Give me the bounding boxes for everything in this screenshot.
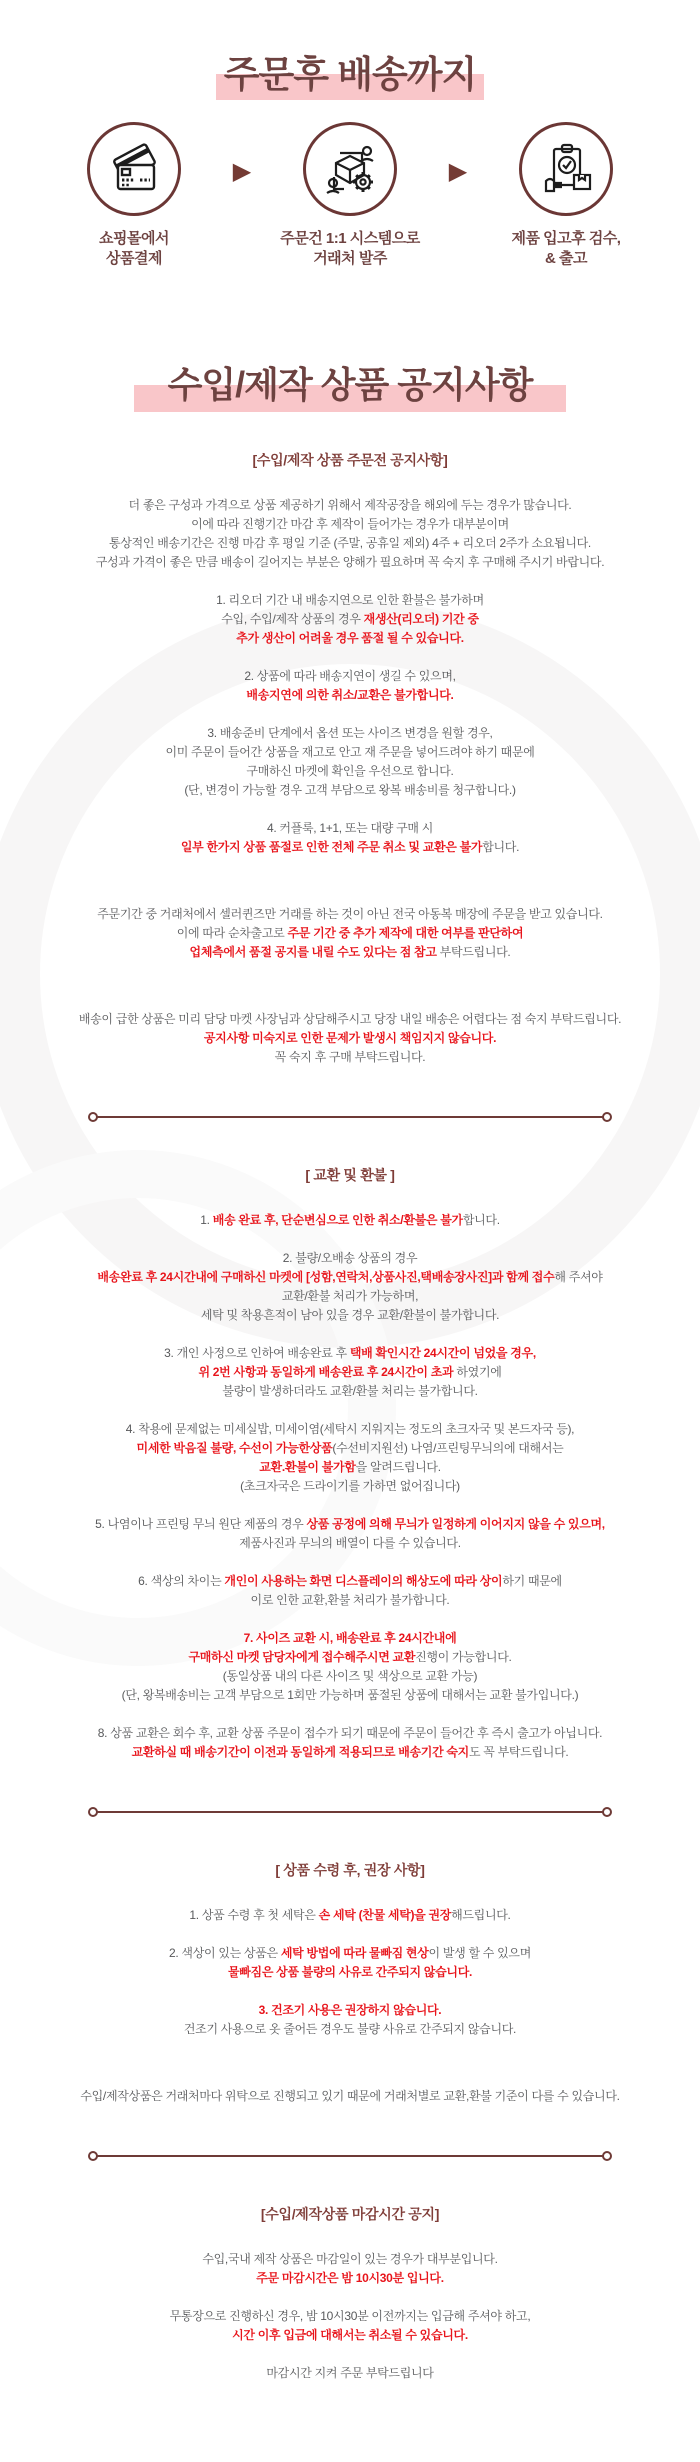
- notice-paragraph: [10, 591, 690, 648]
- notice-line: 업체측에서 품절 공지를 내릴 수도 있다는 점 참고 부탁드립니다.: [189, 945, 511, 959]
- step-inspection-label: 제품 입고후 검수, & 출고: [511, 230, 621, 267]
- notice-line: 8. 상품 교환은 회수 후, 교환 상품 주문이 접수가 되기 때문에 주문이 들어간 후 즉시 출고가 아닙니다.: [97, 1726, 603, 1740]
- notice-line: 3. 개인 사정으로 인하여 배송완료 후 택배 확인시간 24시간이 넘었을 경우,: [164, 1346, 536, 1360]
- section-divider: [88, 2150, 612, 2162]
- notice-line: 위 2번 사항과 동일하게 배송완료 후 24시간이 초과 하였기에: [198, 1365, 502, 1379]
- notice-line: 주문기간 중 거래처에서 셀러퀸즈만 거래를 하는 것이 아닌 전국 아동복 매장에 주문을 받고 있습니다.: [97, 907, 603, 921]
- notice-title: [0, 269, 700, 408]
- notice-line: 공지사항 미숙지로 인한 문제가 발생시 책임지지 않습니다.: [203, 1031, 497, 1045]
- notice-paragraph: [10, 1572, 690, 1610]
- notice-line: 추가 생산이 어려울 경우 품절 될 수 있습니다.: [236, 631, 464, 645]
- arrow-right-icon: ▶: [448, 158, 468, 185]
- page-title: [0, 0, 700, 98]
- notice-line: 구매하신 마켓에 확인을 우선으로 합니다.: [246, 764, 454, 778]
- notice-line: 이미 주문이 들어간 상품을 재고로 안고 재 주문을 넣어드려야 하기 때문에: [165, 745, 535, 759]
- notice-section: [0, 1860, 700, 2106]
- notice-paragraph: [10, 1211, 690, 1230]
- notice-line: 물빠짐은 상품 불량의 사유로 간주되지 않습니다.: [227, 1965, 473, 1979]
- notice-line: 수입,국내 제작 상품은 마감일이 있는 경우가 대부분입니다.: [202, 2252, 498, 2266]
- notice-paragraph: [10, 819, 690, 857]
- notice-paragraph: [10, 905, 690, 962]
- notice-line: 통상적인 배송기간은 진행 마감 후 평일 기준 (주말, 공휴일 제외) 4주 + 리오더 2주가 소요됩니다.: [109, 536, 591, 550]
- notice-paragraph: [10, 1420, 690, 1496]
- notice-paragraph: [10, 1944, 690, 1982]
- notice-paragraph: [10, 667, 690, 705]
- notice-line: 주문 마감시간은 밤 10시30분 입니다.: [256, 2271, 444, 2285]
- section-heading: [ 교환 및 환불 ]: [305, 1167, 395, 1183]
- section-heading: [수입/제작 상품 주문전 공지사항]: [252, 452, 448, 468]
- notice-line: 이로 인한 교환,환불 처리가 불가합니다.: [250, 1593, 450, 1607]
- credit-card-icon: [87, 122, 181, 216]
- notice-line: 배송완료 후 24시간내에 구매하신 마켓에 [성함,연락처,상품사진,택배송장사진]과 함께 접수해 주셔야: [97, 1270, 603, 1284]
- notice-line: 배송지연에 의한 취소/교환은 불가합니다.: [246, 688, 454, 702]
- notice-paragraph: [10, 2364, 690, 2383]
- notice-line: 시간 이후 입금에 대해서는 취소될 수 있습니다.: [232, 2328, 468, 2342]
- notice-line: 2. 상품에 따라 배송지연이 생길 수 있으며,: [244, 669, 456, 683]
- notice-line: 1. 상품 수령 후 첫 세탁은 손 세탁 (찬물 세탁)을 권장해드립니다.: [189, 1908, 511, 1922]
- arrow-right-icon: ▶: [232, 158, 252, 185]
- notice-line: 6. 색상의 차이는 개인이 사용하는 화면 디스플레이의 해상도에 따라 상이하기 때문에: [138, 1574, 562, 1588]
- order-system-icon: [303, 122, 397, 216]
- notice-line: 꼭 숙지 후 구매 부탁드립니다.: [274, 1050, 426, 1064]
- notice-line: 더 좋은 구성과 가격으로 상품 제공하기 위해서 제작공장을 해외에 두는 경우가 많습니다.: [128, 498, 572, 512]
- notice-paragraph: [0, 981, 700, 991]
- notice-paragraph: [10, 2001, 690, 2039]
- notice-line: 일부 한가지 상품 품절로 인한 전체 주문 취소 및 교환은 불가합니다.: [180, 840, 520, 854]
- notice-line: 이에 따라 진행기간 마감 후 제작이 들어가는 경우가 대부분이며: [191, 517, 509, 531]
- notice-line: 세탁 및 착용흔적이 남아 있을 경우 교환/환불이 불가합니다.: [200, 1308, 500, 1322]
- notice-line: 구매하신 마켓 담당자에게 접수해주시면 교환진행이 가능합니다.: [188, 1650, 512, 1664]
- notice-line: 배송이 급한 상품은 미리 담당 마켓 사장님과 상담해주시고 당장 내일 배송은 어렵다는 점 숙지 부탁드립니다.: [78, 1012, 622, 1026]
- notice-paragraph: [10, 2250, 690, 2288]
- notice-paragraph: [10, 496, 690, 572]
- notice-paragraph: [0, 876, 700, 886]
- notice-line: 4. 커플룩, 1+1, 또는 대량 구매 시: [266, 821, 434, 835]
- section-divider: [88, 1806, 612, 1818]
- section-heading: [ 상품 수령 후, 권장 사항]: [275, 1862, 425, 1878]
- step-order-system: [257, 122, 443, 269]
- notice-line: 5. 나염이나 프린팅 무늬 원단 제품의 경우 상품 공정에 의해 무늬가 일정하게 이어지지 않을 수 있으며,: [95, 1517, 605, 1531]
- notice-section: [0, 1165, 700, 1762]
- notice-paragraph: [10, 2307, 690, 2345]
- notice-paragraph: [10, 1724, 690, 1762]
- step-payment: [41, 122, 227, 269]
- notice-paragraph: [10, 1249, 690, 1325]
- bottom-padding: [0, 2402, 700, 2462]
- notice-paragraph: [10, 1629, 690, 1705]
- notice-section: [0, 450, 700, 1067]
- notice-line: 1. 리오더 기간 내 배송지연으로 인한 환불은 불가하며: [216, 593, 484, 607]
- notice-line: (단, 왕복배송비는 고객 부담으로 1회만 가능하며 품절된 상품에 대해서는 교환 불가입니다.): [121, 1688, 579, 1702]
- notice-line: 제품사진과 무늬의 배열이 다를 수 있습니다.: [239, 1536, 461, 1550]
- step-inspection: [473, 122, 659, 269]
- notice-paragraph: [10, 1906, 690, 1925]
- step-order-system-label: 주문건 1:1 시스템으로 거래처 발주: [280, 230, 420, 267]
- notice-line: (단, 변경이 가능할 경우 고객 부담으로 왕복 배송비를 청구합니다.): [184, 783, 516, 797]
- notice-line: 불량이 발생하더라도 교환/환불 처리는 불가합니다.: [222, 1384, 478, 1398]
- notice-paragraph: [0, 2058, 700, 2068]
- notice-line: 구성과 가격이 좋은 만큼 배송이 길어지는 부분은 양해가 필요하며 꼭 숙지 후 구매해 주시기 바랍니다.: [95, 555, 605, 569]
- notice-line: (동일상품 내의 다른 사이즈 및 색상으로 교환 가능): [222, 1669, 478, 1683]
- order-process-steps: [0, 122, 700, 269]
- notice-line: 교환하실 때 배송기간이 이전과 동일하게 적용되므로 배송기간 숙지도 꼭 부탁드립니다.: [131, 1745, 569, 1759]
- notice-line: 4. 착용에 문제없는 미세실밥, 미세이염(세탁시 지워지는 정도의 초크자국 및 본드자국 등),: [125, 1422, 575, 1436]
- notice-line: 2. 색상이 있는 상품은 세탁 방법에 따라 물빠짐 현상이 발생 할 수 있으며: [168, 1946, 532, 1960]
- inspection-shipment-icon: [519, 122, 613, 216]
- page-title-highlight: 주문후 배송까지: [216, 54, 484, 100]
- notice-paragraph: [10, 1010, 690, 1067]
- notice-line: 건조기 사용으로 옷 줄어든 경우도 불량 사유로 간주되지 않습니다.: [183, 2022, 517, 2036]
- notice-line: 3. 배송준비 단계에서 옵션 또는 사이즈 변경을 원할 경우,: [207, 726, 493, 740]
- notice-line: 마감시간 지켜 주문 부탁드립니다: [266, 2366, 434, 2380]
- notice-line: 수입/제작상품은 거래처마다 위탁으로 진행되고 있기 때문에 거래처별로 교환,환불 기준이 다를 수 있습니다.: [80, 2089, 620, 2103]
- notice-paragraph: [10, 2087, 690, 2106]
- notice-title-highlight: 수입/제작 상품 공지사항: [134, 364, 567, 412]
- notice-line: 2. 불량/오배송 상품의 경우: [282, 1251, 418, 1265]
- notice-line: 수입, 수입/제작 상품의 경우 재생산(리오더) 기간 중: [221, 612, 479, 626]
- notice-line: (초크자국은 드라이기를 가하면 없어집니다): [240, 1479, 460, 1493]
- notice-paragraph: [10, 1344, 690, 1401]
- notice-line: 교환/환불 처리가 가능하며,: [281, 1289, 419, 1303]
- notice-line: 1. 배송 완료 후, 단순변심으로 인한 취소/환불은 불가합니다.: [200, 1213, 500, 1227]
- notice-section: [0, 2204, 700, 2383]
- section-heading: [수입/제작상품 마감시간 공지]: [260, 2206, 440, 2222]
- notice-paragraph: [10, 1515, 690, 1553]
- notice-line: 미세한 박음질 불량, 수선이 가능한상품(수선비지원선) 나염/프린팅무늬의에 대해서는: [136, 1441, 564, 1455]
- notice-paragraph: [10, 724, 690, 800]
- notice-line: 교환.환불이 불가함을 알려드립니다.: [259, 1460, 441, 1474]
- notice-line: 7. 사이즈 교환 시, 배송완료 후 24시간내에: [243, 1631, 457, 1645]
- step-payment-label: 쇼핑몰에서 상품결제: [99, 230, 169, 267]
- section-divider: [88, 1111, 612, 1123]
- notice-line: 이에 따라 순차출고로 주문 기간 중 추가 제작에 대한 여부를 판단하여: [176, 926, 524, 940]
- notice-line: 무통장으로 진행하신 경우, 밤 10시30분 이전까지는 입금해 주셔야 하고,: [169, 2309, 531, 2323]
- notice-sections: [0, 450, 700, 2383]
- notice-line: 3. 건조기 사용은 권장하지 않습니다.: [258, 2003, 442, 2017]
